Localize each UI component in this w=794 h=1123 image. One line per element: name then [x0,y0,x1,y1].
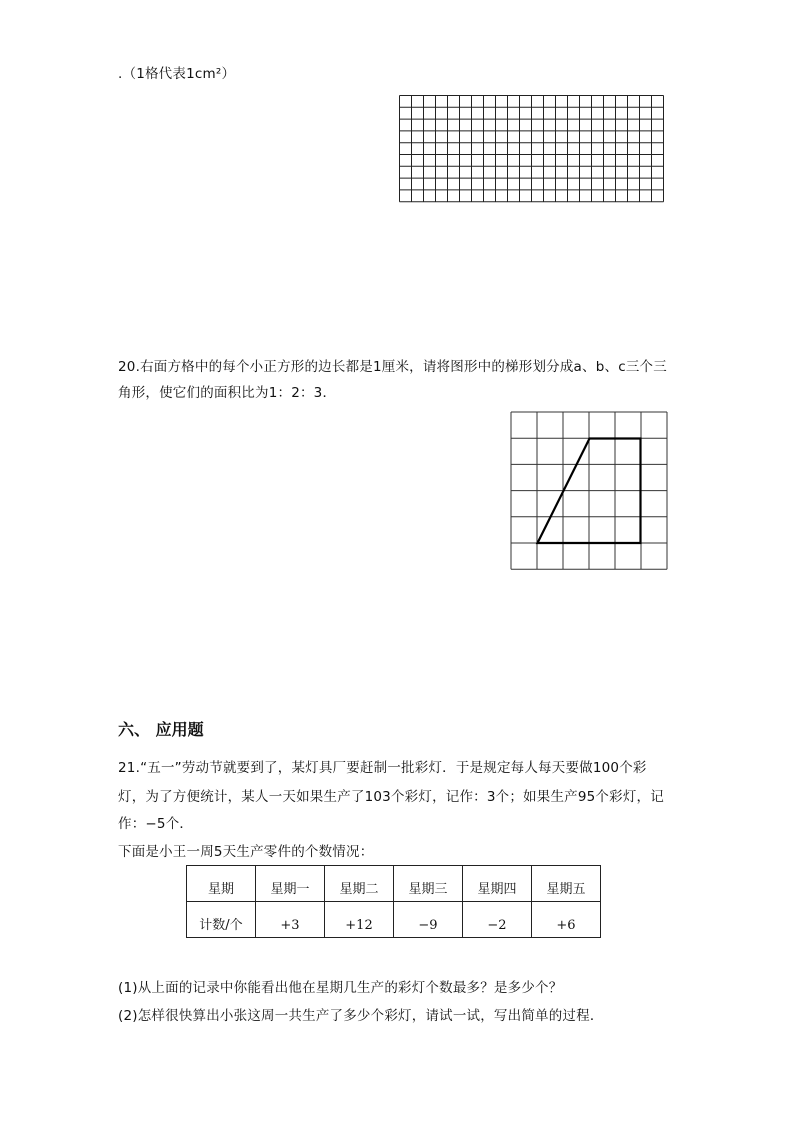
q21-sub2: (2)怎样很快算出小张这周一共生产了多少个彩灯，请试一试，写出简单的过程． [118,1008,604,1024]
table-header-row [187,866,601,902]
table-header-cell: 星期五 [532,866,601,902]
table-header-cell: 星期 [187,866,256,902]
q20-text-line1: 20.右面方格中的每个小正方形的边长都是1厘米，请将图形中的梯形划分成a、b、c三个三 [118,359,667,375]
q21-text-line1: 21.“五一”劳动节就要到了，某灯具厂要赶制一批彩灯．于是规定每人每天要做100个彩 [118,760,647,776]
table-cell: +3 [256,902,325,938]
q19-unit-note: .（1格代表1cm²） [118,66,236,82]
table-cell: −2 [463,902,532,938]
q21-text-line3: 作：−5个． [118,816,194,832]
table-cell: −9 [394,902,463,938]
table-header-cell: 星期四 [463,866,532,902]
q21-text-line4: 下面是小王一周5天生产零件的个数情况： [118,844,374,860]
table-cell: 计数/个 [187,902,256,938]
q21-text-line2: 灯，为了方便统计，某人一天如果生产了103个彩灯，记作：3个；如果生产95个彩灯，记 [118,789,664,805]
q20-text-line2: 角形，使它们的面积比为1：2：3． [118,385,337,401]
table-header-cell: 星期三 [394,866,463,902]
table-header-cell: 星期二 [325,866,394,902]
table-row [187,902,601,938]
production-table [186,865,601,938]
q21-sub1: (1)从上面的记录中你能看出他在星期几生产的彩灯个数最多？是多少个？ [118,980,563,996]
table-header-cell: 星期一 [256,866,325,902]
table-cell: +12 [325,902,394,938]
table-cell: +6 [532,902,601,938]
section-heading: 六、 应用题 [118,720,204,739]
q20-grid [510,411,668,571]
q19-grid [399,95,665,203]
